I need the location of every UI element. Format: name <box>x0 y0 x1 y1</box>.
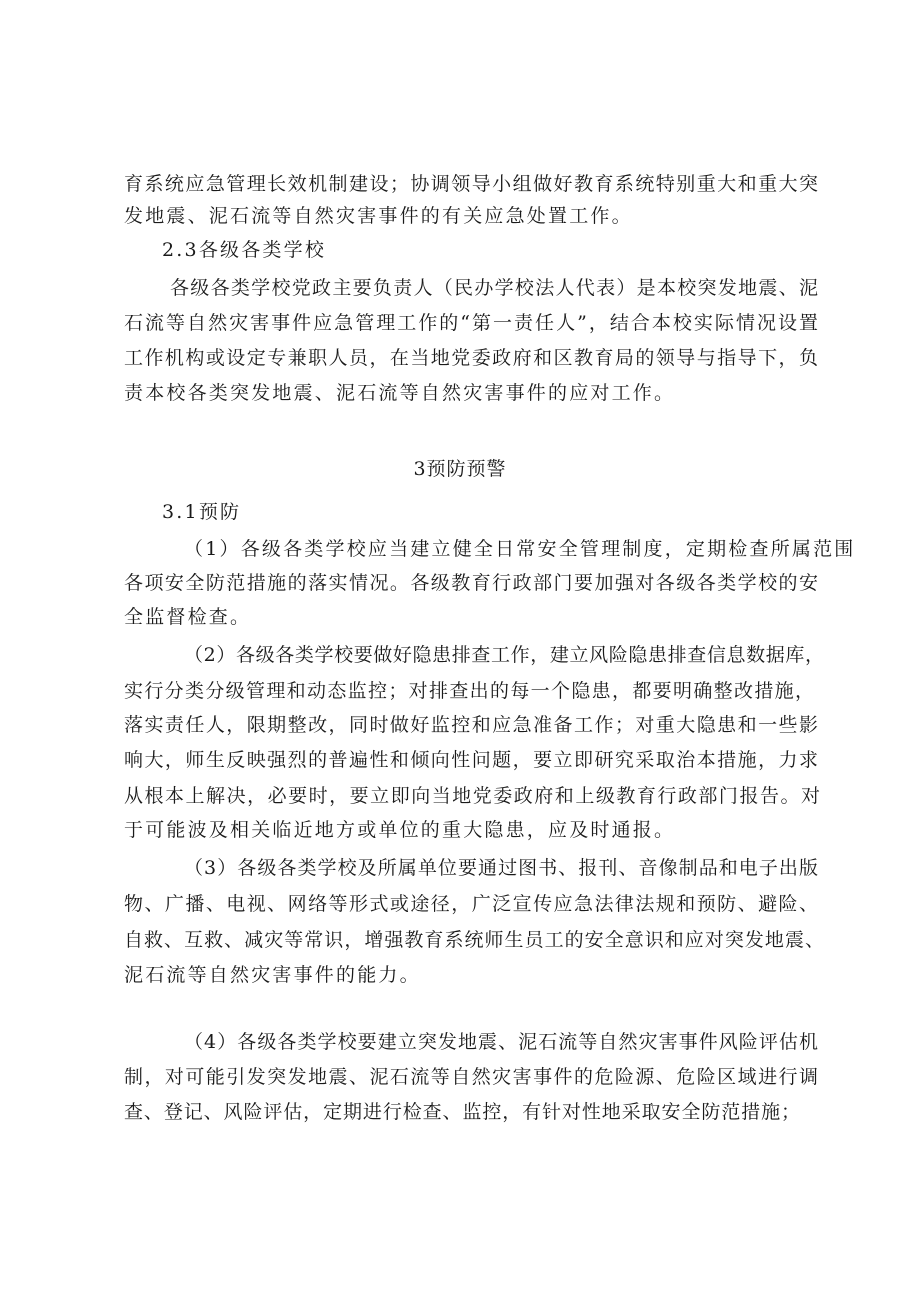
text-line: 自救、互救、减灾等常识，增强教育系统师生员工的安全意识和应对突发地震、 <box>124 929 824 951</box>
text-line: 制，对可能引发突发地震、泥石流等自然灾害事件的危险源、危险区域进行调 <box>124 1066 818 1088</box>
text-line: 查、登记、风险评估，定期进行检查、监控，有针对性地采取安全防范措施； <box>124 1101 800 1123</box>
text-line: （3）各级各类学校及所属单位要通过图书、报刊、音像制品和电子出版 <box>184 857 818 879</box>
text-line: 工作机构或设定专兼职人员，在当地党委政府和区教育局的领导与指导下，负 <box>124 347 818 369</box>
text-line: 责本校各类突发地震、泥石流等自然灾害事件的应对工作。 <box>124 382 676 404</box>
text-line: 发地震、泥石流等自然灾害事件的有关应急处置工作。 <box>124 205 633 227</box>
text-line: 石流等自然灾害事件应急管理工作的“第一责任人”，结合本校实际情况设置 <box>124 312 818 334</box>
text-line: （2）各级各类学校要做好隐患排查工作，建立风险隐患排查信息数据库， <box>184 644 824 666</box>
text-line: 于可能波及相关临近地方或单位的重大隐患，应及时通报。 <box>124 819 676 841</box>
text-line: 泥石流等自然灾害事件的能力。 <box>124 964 421 986</box>
text-line: 物、广播、电视、网络等形式或途径，广泛宣传应急法律法规和预防、避险、 <box>124 893 818 915</box>
text-line: 育系统应急管理长效机制建设；协调领导小组做好教育系统特别重大和重大突 <box>124 173 818 195</box>
section-heading-3: 3预防预警 <box>413 458 507 480</box>
text-line: 各项安全防范措施的落实情况。各级教育行政部门要加强对各级各类学校的安 <box>124 572 818 594</box>
section-heading-2-3: 2.3各级各类学校 <box>162 239 327 261</box>
text-line: （4）各级各类学校要建立突发地震、泥石流等自然灾害事件风险评估机 <box>184 1031 818 1053</box>
text-line: 响大，师生反映强烈的普遍性和倾向性问题，要立即研究采取治本措施，力求 <box>124 749 818 771</box>
text-line: 实行分类分级管理和动态监控；对排查出的每一个隐患，都要明确整改措施， <box>124 680 814 702</box>
text-line: 落实责任人，限期整改，同时做好监控和应急准备工作；对重大隐患和一些影 <box>124 714 818 736</box>
section-heading-3-1: 3.1预防 <box>162 501 242 523</box>
text-line: 从根本上解决，必要时，要立即向当地党委政府和上级教育行政部门报告。对 <box>124 785 820 807</box>
text-line: 全监督检查。 <box>124 606 252 628</box>
text-line: （1）各级各类学校应当建立健全日常安全管理制度，定期检查所属范围 <box>184 538 856 560</box>
text-line: 各级各类学校党政主要负责人（民办学校法人代表）是本校突发地震、泥 <box>170 277 818 299</box>
